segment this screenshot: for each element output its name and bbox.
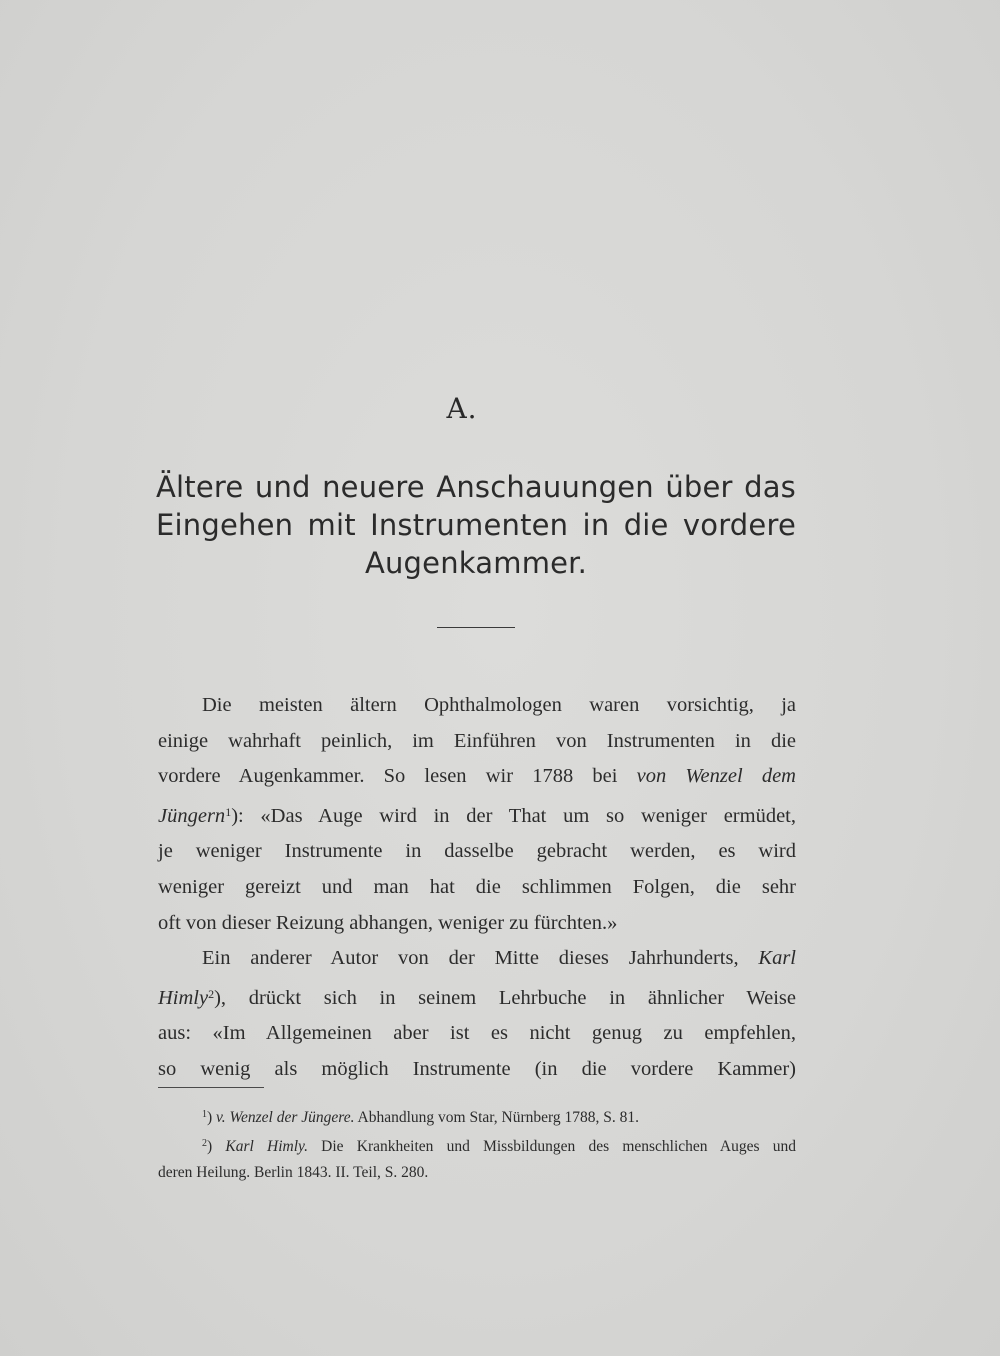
- footnote-marker: 2: [208, 986, 215, 1001]
- footnote-number: 2: [202, 1138, 207, 1149]
- text-line: [158, 759, 796, 795]
- text-line: einige wahrhaft peinlich, im Einführen von Instrumenten in die: [158, 729, 796, 752]
- footnote-marker: 1: [225, 804, 232, 819]
- text-line: oft von dieser Reizung abhangen, weniger zu fürchten.»: [158, 911, 618, 934]
- author-name: Karl: [758, 947, 796, 970]
- author-name: Jüngern: [158, 804, 226, 827]
- footnote-author: v. Wenzel der Jüngere.: [216, 1109, 355, 1126]
- footnote-author: Karl Himly.: [225, 1138, 308, 1155]
- footnote-2-continued: deren Heilung. Berlin 1843. II. Teil, S. 280.: [158, 1164, 429, 1181]
- chapter-title-line: Eingehen mit Instrumenten in die vordere: [156, 508, 796, 542]
- text-run: vordere Augenkammer. So lesen wir 1788 bei: [158, 765, 637, 788]
- footnote-text: Die Krankheiten und Missbildungen des menschlichen Auges und: [307, 1138, 797, 1155]
- chapter-title-line: Augenkammer.: [364, 546, 588, 580]
- text-run: Ein anderer Autor von der Mitte dieses Jahrhunderts,: [202, 947, 759, 970]
- text-line: weniger gereizt und man hat die schlimmen Folgen, die sehr: [158, 875, 796, 898]
- text-run: ): «Das Auge wird in der That um so weniger ermüdet,: [231, 804, 796, 827]
- footnote-1: $^1$) v. Wenzel der Jüngere. Abhandlung vom Star, Nürnberg 1788, S. 81.: [202, 1109, 640, 1126]
- footnote-divider: [158, 1087, 264, 1088]
- title-divider: [437, 627, 515, 628]
- text-line: aus: «Im Allgemeinen aber ist es nicht genug zu empfehlen,: [158, 1022, 796, 1045]
- text-line: so wenig als möglich Instrumente (in die vordere Kammer): [158, 1057, 796, 1080]
- text-line: je weniger Instrumente in dasselbe gebracht werden, es wird: [158, 840, 796, 863]
- author-name: Himly: [158, 986, 209, 1009]
- text-line: [158, 795, 796, 835]
- footnote-text: Abhandlung vom Star, Nürnberg 1788, S. 81.: [354, 1109, 640, 1126]
- text-line: [158, 977, 796, 1017]
- text-line: [158, 941, 796, 977]
- chapter-title: [156, 468, 796, 582]
- section-letter: A.: [446, 392, 478, 425]
- footnotes: [158, 1102, 796, 1186]
- text-line: Die meisten ältern Ophthalmologen waren vorsichtig, ja: [202, 694, 796, 716]
- footnote-number: 1: [202, 1109, 207, 1120]
- author-name: von Wenzel dem: [636, 765, 796, 788]
- footnote-2: $^2$) Karl Himly. Die Krankheiten und Missbildungen des menschlichen Auges und: [202, 1138, 797, 1155]
- chapter-title-line: Ältere und neuere Anschauungen über das: [156, 470, 796, 504]
- body-text: [158, 688, 796, 1088]
- text-run: ), drückt sich in seinem Lehrbuche in ähnlicher Weise: [214, 986, 796, 1009]
